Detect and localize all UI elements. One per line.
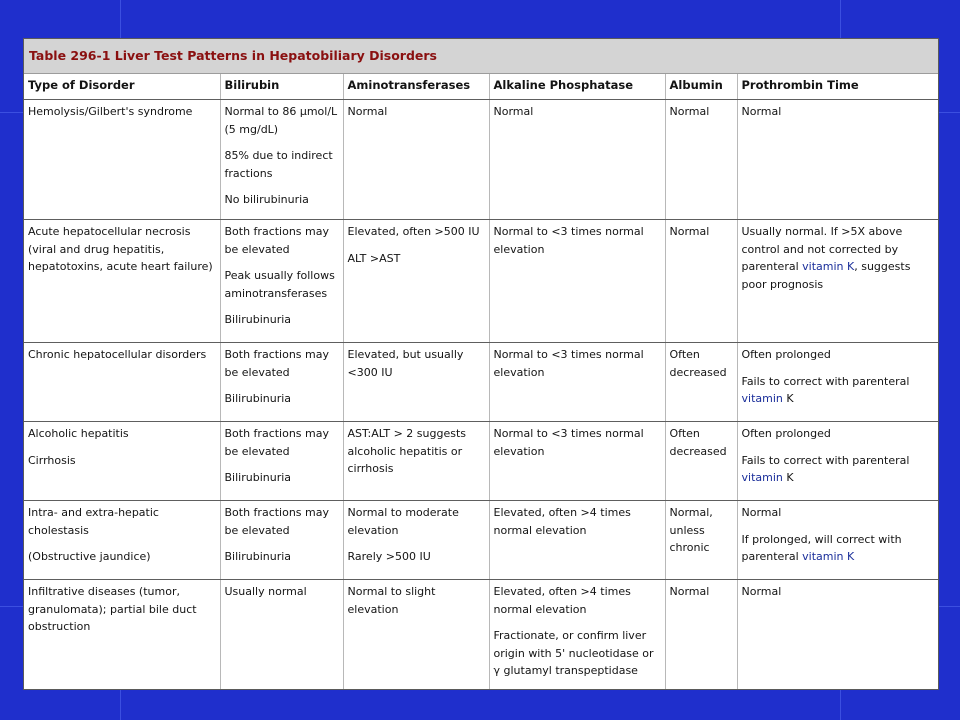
cell-type-of-disorder [24, 100, 220, 220]
cell-type-of-disorder [24, 422, 220, 501]
cell-text: Both fractions may be elevated [224, 506, 330, 537]
cell-text: Fails to correct with parenteral [741, 453, 910, 467]
cell-bilirubin [220, 422, 343, 501]
cell-paragraph [28, 425, 217, 443]
cell-bilirubin [220, 580, 343, 691]
cell-text: Normal [669, 585, 710, 598]
cell-text: Often decreased [669, 427, 727, 458]
cell-text: Often decreased [669, 348, 727, 379]
cell-text: Normal [347, 105, 388, 118]
cell-text: Normal [669, 105, 710, 118]
cell-text: Bilirubinuria [224, 313, 292, 326]
cell-prothrombin-time [737, 100, 938, 220]
cell-paragraph [742, 504, 936, 522]
cell-paragraph [348, 250, 486, 268]
cell-text: Normal [493, 105, 534, 118]
table-title: Table 296-1 Liver Test Patterns in Hepatobiliary Disorders [24, 39, 938, 74]
cell-text: Normal to <3 times normal elevation [493, 348, 644, 379]
cell-text: Elevated, but usually <300 IU [347, 348, 464, 379]
cell-paragraph [742, 425, 936, 443]
column-header-prothrombin-time: Prothrombin Time [737, 74, 938, 100]
cell-paragraph [348, 425, 486, 478]
cell-paragraph [225, 267, 340, 302]
cell-text: Normal [741, 105, 782, 118]
cell-paragraph [225, 583, 340, 601]
cell-paragraph [225, 223, 340, 258]
cell-text: Normal to 86 µmol/L (5 mg/dL) [224, 105, 338, 136]
table-row [24, 343, 938, 422]
cell-text: Usually normal. If >5X above control and not corrected by parenteral [741, 225, 903, 273]
cell-text: Both fractions may be elevated [224, 225, 330, 256]
cell-paragraph [494, 425, 662, 460]
table-row [24, 580, 938, 691]
cell-prothrombin-time [737, 343, 938, 422]
cell-alkaline-phosphatase [489, 100, 665, 220]
cell-text: Normal to <3 times normal elevation [493, 225, 644, 256]
cell-paragraph [742, 103, 936, 121]
cell-paragraph [670, 103, 734, 121]
cell-paragraph [225, 425, 340, 460]
cell-text: Rarely >500 IU [347, 550, 431, 563]
cell-text: Hemolysis/Gilbert's syndrome [28, 105, 193, 118]
table-header-row [24, 74, 938, 100]
cell-alkaline-phosphatase [489, 343, 665, 422]
column-header-aminotransferases: Aminotransferases [343, 74, 489, 100]
cell-paragraph [494, 583, 662, 618]
cell-text: Chronic hepatocellular disorders [28, 348, 207, 361]
cell-aminotransferases [343, 422, 489, 501]
cell-text: Bilirubinuria [224, 550, 292, 563]
cell-paragraph [742, 223, 936, 293]
cell-paragraph [494, 103, 662, 121]
cell-text: Both fractions may be elevated [224, 427, 330, 458]
cell-paragraph [670, 223, 734, 241]
cell-aminotransferases [343, 580, 489, 691]
cell-paragraph [742, 373, 936, 408]
cell-albumin [665, 580, 737, 691]
cell-text: Fractionate, or confirm liver origin with 5' nucleotidase or γ glutamyl transpeptidase [493, 629, 654, 677]
cell-paragraph [670, 504, 734, 557]
cell-paragraph [225, 548, 340, 566]
cell-paragraph [348, 583, 486, 618]
cell-paragraph [494, 504, 662, 539]
column-header-alkaline-phosphatase: Alkaline Phosphatase [489, 74, 665, 100]
cell-albumin [665, 100, 737, 220]
cell-text: , suggests poor prognosis [741, 260, 911, 291]
cell-paragraph [28, 504, 217, 539]
cell-text: Cirrhosis [28, 453, 76, 467]
cell-text: Intra- and extra-hepatic cholestasis [28, 506, 159, 537]
cell-paragraph [742, 452, 936, 487]
column-header-albumin: Albumin [665, 74, 737, 100]
cell-alkaline-phosphatase [489, 220, 665, 343]
cell-text: Fails to correct with parenteral [741, 374, 910, 388]
cell-text: If prolonged, will correct with parenteral [741, 532, 902, 563]
cell-prothrombin-time [737, 220, 938, 343]
table-row [24, 422, 938, 501]
cell-albumin [665, 343, 737, 422]
cell-paragraph [742, 531, 936, 566]
cell-text: Elevated, often >4 times normal elevation [493, 506, 631, 537]
cell-paragraph [225, 469, 340, 487]
cell-paragraph [742, 346, 936, 364]
vitamin-k-link[interactable]: vitamin [741, 392, 783, 405]
cell-paragraph [28, 452, 217, 470]
cell-aminotransferases [343, 501, 489, 580]
cell-text: Usually normal [224, 585, 307, 598]
cell-paragraph [225, 390, 340, 408]
cell-text: AST:ALT > 2 suggests alcoholic hepatitis or cirrhosis [347, 427, 466, 475]
cell-text: Bilirubinuria [224, 471, 292, 484]
cell-text: Normal to <3 times normal elevation [493, 427, 644, 458]
cell-paragraph [225, 147, 340, 182]
cell-text: Normal, unless chronic [669, 506, 713, 554]
cell-text: Both fractions may be elevated [224, 348, 330, 379]
cell-text: Often prolonged [741, 348, 831, 361]
cell-type-of-disorder [24, 580, 220, 691]
cell-bilirubin [220, 501, 343, 580]
cell-paragraph [225, 191, 340, 209]
cell-albumin [665, 501, 737, 580]
cell-paragraph [28, 548, 217, 566]
cell-aminotransferases [343, 343, 489, 422]
cell-paragraph [494, 223, 662, 258]
cell-type-of-disorder [24, 343, 220, 422]
cell-alkaline-phosphatase [489, 580, 665, 691]
cell-paragraph [670, 346, 734, 381]
cell-paragraph [28, 346, 217, 364]
vitamin-k-link[interactable]: vitamin [741, 471, 783, 484]
cell-paragraph [670, 583, 734, 601]
cell-text: 85% due to indirect fractions [224, 149, 333, 180]
cell-paragraph [28, 103, 217, 121]
cell-text: Normal [741, 506, 782, 519]
cell-text: (Obstructive jaundice) [28, 550, 151, 563]
table-row [24, 220, 938, 343]
cell-paragraph [348, 346, 486, 381]
cell-text: No bilirubinuria [224, 193, 309, 206]
cell-text: Alcoholic hepatitis [28, 427, 129, 440]
cell-paragraph [348, 504, 486, 539]
cell-prothrombin-time [737, 422, 938, 501]
vitamin-k-link[interactable]: vitamin K [802, 260, 855, 273]
cell-paragraph [225, 103, 340, 138]
vitamin-k-link[interactable]: vitamin K [802, 550, 855, 563]
cell-aminotransferases [343, 220, 489, 343]
cell-paragraph [28, 583, 217, 636]
cell-paragraph [670, 425, 734, 460]
cell-text: K [782, 471, 794, 484]
cell-text: Infiltrative diseases (tumor, granulomata); partial bile duct obstruction [28, 585, 197, 633]
cell-text: Bilirubinuria [224, 392, 292, 405]
cell-text: K [782, 392, 794, 405]
table-document [23, 38, 939, 690]
cell-paragraph [494, 346, 662, 381]
cell-bilirubin [220, 100, 343, 220]
table-row [24, 501, 938, 580]
cell-text: Normal to slight elevation [347, 585, 436, 616]
column-header-type-of-disorder: Type of Disorder [24, 74, 220, 100]
cell-type-of-disorder [24, 220, 220, 343]
cell-prothrombin-time [737, 501, 938, 580]
cell-text: Elevated, often >4 times normal elevation [493, 585, 631, 616]
cell-type-of-disorder [24, 501, 220, 580]
cell-aminotransferases [343, 100, 489, 220]
table-row [24, 100, 938, 220]
cell-paragraph [348, 103, 486, 121]
cell-albumin [665, 220, 737, 343]
cell-alkaline-phosphatase [489, 422, 665, 501]
cell-alkaline-phosphatase [489, 501, 665, 580]
cell-paragraph [225, 346, 340, 381]
cell-bilirubin [220, 220, 343, 343]
cell-paragraph [28, 223, 217, 276]
cell-text: Normal to moderate elevation [347, 506, 459, 537]
cell-paragraph [225, 504, 340, 539]
column-header-bilirubin: Bilirubin [220, 74, 343, 100]
cell-prothrombin-time [737, 580, 938, 691]
cell-text: Elevated, often >500 IU [347, 225, 480, 238]
cell-text: ALT >AST [347, 251, 401, 265]
cell-text: Often prolonged [741, 427, 831, 440]
cell-paragraph [225, 311, 340, 329]
cell-albumin [665, 422, 737, 501]
cell-text: Acute hepatocellular necrosis (viral and drug hepatitis, hepatotoxins, acute heart failure) [28, 225, 213, 273]
cell-text: Peak usually follows aminotransferases [224, 269, 335, 300]
cell-paragraph [494, 627, 662, 680]
cell-text: Normal [669, 225, 710, 238]
cell-paragraph [742, 583, 936, 601]
cell-text: Normal [741, 585, 782, 598]
cell-paragraph [348, 223, 486, 241]
liver-test-table [24, 74, 938, 690]
cell-bilirubin [220, 343, 343, 422]
cell-paragraph [348, 548, 486, 566]
